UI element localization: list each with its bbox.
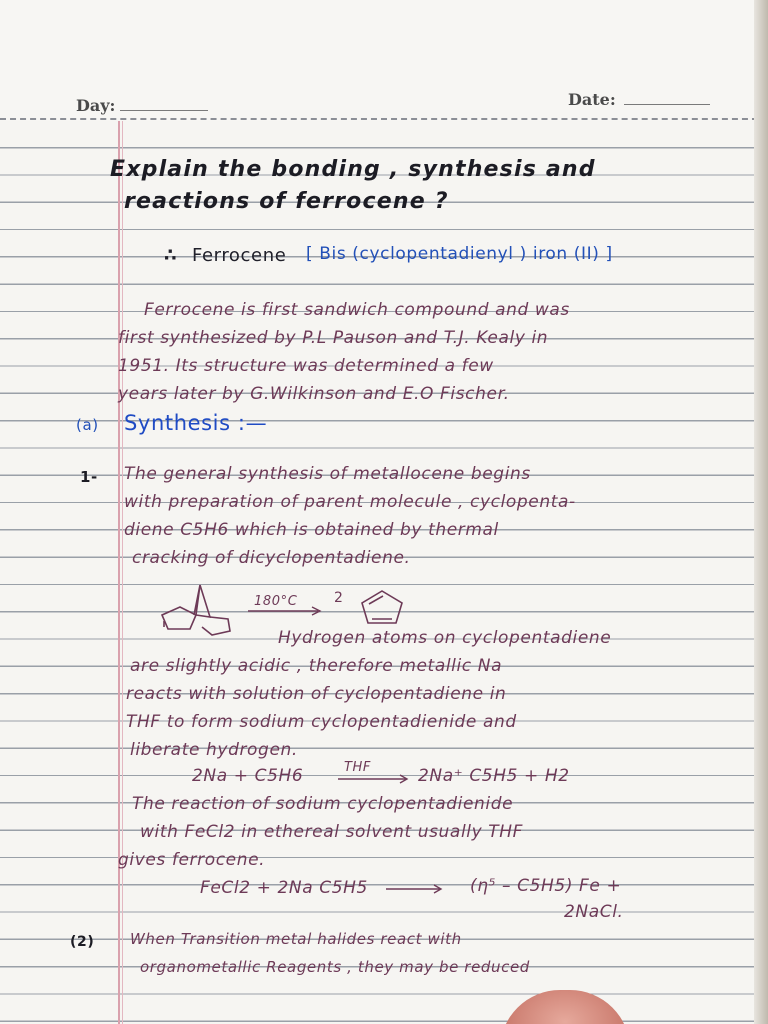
equation-2-products-line-2: 2NaCl. <box>564 902 624 922</box>
item-1-line: cracking of dicyclopentadiene. <box>132 548 411 568</box>
paragraph-3-line: with FeCl2 in ethereal solvent usually THF <box>140 822 523 842</box>
section-a-marker: (a) <box>76 416 99 434</box>
day-label: Day: <box>76 96 116 115</box>
section-a-heading: Synthesis :— <box>124 411 268 435</box>
item-2-number: (2) <box>70 934 95 950</box>
paragraph-2-line: THF to form sodium cyclopentadienide and <box>126 712 517 732</box>
item-1-line: diene C5H6 which is obtained by thermal <box>124 520 499 540</box>
margin-line-inner <box>122 121 123 1024</box>
title-line-2: reactions of ferrocene ? <box>124 189 449 214</box>
cyclopentadiene-ring-icon <box>362 591 402 623</box>
equation-1-reactants: 2Na + C5H6 <box>192 766 304 786</box>
subtitle-ferrocene: Ferrocene <box>192 245 287 266</box>
paragraph-2-line: are slightly acidic , therefore metallic Na <box>130 656 503 676</box>
item-1-number: 1- <box>80 468 98 486</box>
intro-line: first synthesized by P.L Pauson and T.J. Kealy in <box>118 328 549 348</box>
item-2-line: organometallic Reagents , they may be reduced <box>140 958 530 976</box>
equation-2-products: (η⁵ – C5H5) Fe + <box>470 876 622 896</box>
item-1-line: with preparation of parent molecule , cyclopenta- <box>124 492 576 512</box>
equation-2-arrow <box>384 884 444 894</box>
item-2-line: When Transition metal halides react with <box>130 930 462 948</box>
title-line-1: Explain the bonding , synthesis and <box>110 157 596 182</box>
intro-line: years later by G.Wilkinson and E.O Fischer. <box>118 384 510 404</box>
paragraph-3-line: gives ferrocene. <box>118 850 266 870</box>
paragraph-2-line: reacts with solution of cyclopentadiene in <box>126 684 507 704</box>
day-underline <box>120 110 208 111</box>
dicyclopentadiene-structure-icon <box>162 585 230 635</box>
perforation-line <box>0 118 768 120</box>
paragraph-3-line: The reaction of sodium cyclopentadienide <box>132 794 514 814</box>
intro-line: 1951. Its structure was determined a few <box>118 356 494 376</box>
thumb <box>500 990 630 1024</box>
paragraph-2-line: liberate hydrogen. <box>130 740 298 760</box>
subtitle-iupac-name: [ Bis (cyclopentadienyl ) iron (II) ] <box>306 244 613 264</box>
intro-line: Ferrocene is first sandwich compound and was <box>144 300 570 320</box>
scheme-temperature: 180°C <box>254 594 298 609</box>
scheme-coefficient: 2 <box>334 590 344 606</box>
page-edge <box>754 0 768 1024</box>
equation-2-reactants: FeCl2 + 2Na C5H5 <box>200 878 368 898</box>
date-label: Date: <box>568 90 616 109</box>
equation-1-condition: THF <box>344 760 371 775</box>
paragraph-2-line: Hydrogen atoms on cyclopentadiene <box>278 628 612 648</box>
date-underline <box>624 104 710 105</box>
equation-1-products: 2Na⁺ C5H5 + H2 <box>418 766 570 786</box>
margin-line <box>118 121 120 1024</box>
therefore-symbol: ∴ <box>164 245 178 266</box>
item-1-line: The general synthesis of metallocene begins <box>124 464 531 484</box>
equation-1-arrow <box>336 774 410 784</box>
